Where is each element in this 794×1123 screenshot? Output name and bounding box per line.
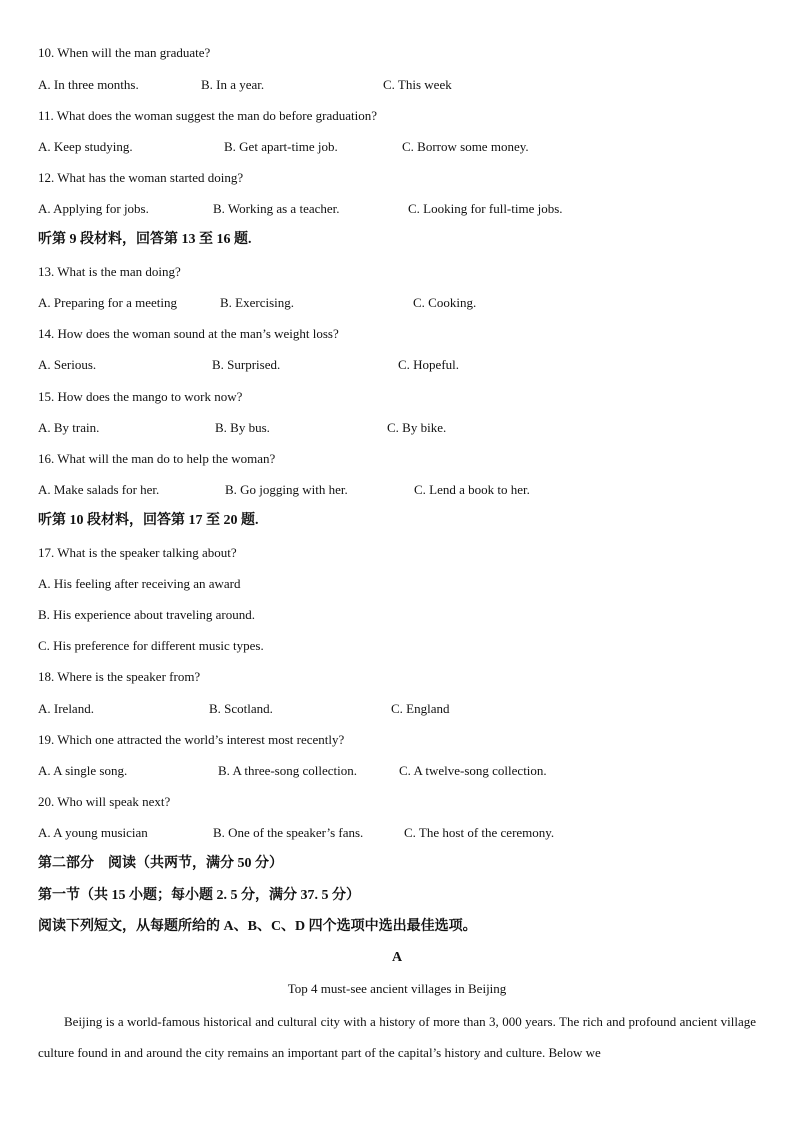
q11-option-a: A. Keep studying. bbox=[38, 139, 133, 154]
q11-stem: 11. What does the woman suggest the man do before graduation? bbox=[38, 108, 377, 123]
q20-option-b: B. One of the speaker’s fans. bbox=[213, 825, 364, 840]
q20-option-a: A. A young musician bbox=[38, 825, 148, 840]
q19-option-c: C. A twelve-song collection. bbox=[399, 763, 547, 778]
q17-option-b: B. His experience about traveling around. bbox=[38, 607, 255, 622]
q11-option-b: B. Get apart-time job. bbox=[224, 139, 338, 154]
q18-option-b: B. Scotland. bbox=[209, 701, 273, 716]
q15-option-a: A. By train. bbox=[38, 420, 100, 435]
q17-option-a: A. His feeling after receiving an award bbox=[38, 576, 241, 591]
q19-stem: 19. Which one attracted the world’s interest most recently? bbox=[38, 732, 345, 747]
passage-title: Top 4 must-see ancient villages in Beijing bbox=[287, 981, 507, 996]
q15-option-b: B. By bus. bbox=[215, 420, 270, 435]
q18-option-a: A. Ireland. bbox=[38, 701, 94, 716]
q14-option-c: C. Hopeful. bbox=[398, 357, 460, 372]
q13-option-c: C. Cooking. bbox=[413, 295, 477, 310]
q12-option-b: B. Working as a teacher. bbox=[213, 201, 340, 216]
q13-option-a: A. Preparing for a meeting bbox=[38, 295, 177, 310]
reading-instruction: 阅读下列短文，从每题所给的 A、B、C、D 四个选项中选出最佳选项。 bbox=[38, 919, 477, 934]
q12-option-c: C. Looking for full-time jobs. bbox=[408, 201, 563, 216]
q11-option-c: C. Borrow some money. bbox=[402, 139, 529, 154]
q10-option-b: B. In a year. bbox=[201, 77, 265, 92]
q16-option-b: B. Go jogging with her. bbox=[225, 482, 348, 497]
q15-option-c: C. By bike. bbox=[387, 420, 447, 435]
q13-stem: 13. What is the man doing? bbox=[38, 264, 181, 279]
q20-stem: 20. Who will speak next? bbox=[38, 794, 171, 809]
q17-stem: 17. What is the speaker talking about? bbox=[38, 545, 237, 560]
q10-option-a: A. In three months. bbox=[38, 77, 139, 92]
q18-option-c: C. England bbox=[391, 701, 450, 716]
passage-body: Beijing is a world-famous historical and cultural city with a history of more than 3, 000 years. The rich and profound ancient village culture found in and around the city remains an important part of the capital’s history and culture. Below we bbox=[38, 1014, 756, 1060]
q13-option-b: B. Exercising. bbox=[220, 295, 295, 310]
q16-stem: 16. What will the man do to help the woman? bbox=[38, 451, 276, 466]
q17-option-c: C. His preference for different music types. bbox=[38, 638, 264, 653]
q16-option-c: C. Lend a book to her. bbox=[414, 482, 530, 497]
q14-option-a: A. Serious. bbox=[38, 357, 97, 372]
part-2-heading: 第二部分 阅读（共两节，满分 50 分） bbox=[38, 856, 283, 871]
passage-letter: A bbox=[391, 950, 403, 965]
section-9-heading: 听第 9 段材料，回答第 13 至 16 题. bbox=[38, 232, 252, 247]
q12-option-a: A. Applying for jobs. bbox=[38, 201, 149, 216]
section-10-heading: 听第 10 段材料，回答第 17 至 20 题. bbox=[38, 513, 259, 528]
q19-option-a: A. A single song. bbox=[38, 763, 128, 778]
q10-stem: 10. When will the man graduate? bbox=[38, 45, 211, 60]
q14-stem: 14. How does the woman sound at the man’s weight loss? bbox=[38, 326, 339, 341]
q19-option-b: B. A three-song collection. bbox=[218, 763, 358, 778]
q16-option-a: A. Make salads for her. bbox=[38, 482, 160, 497]
q12-stem: 12. What has the woman started doing? bbox=[38, 170, 244, 185]
q18-stem: 18. Where is the speaker from? bbox=[38, 669, 201, 684]
q10-option-c: C. This week bbox=[383, 77, 452, 92]
q14-option-b: B. Surprised. bbox=[212, 357, 281, 372]
section-1-heading: 第一节（共 15 小题；每小题 2. 5 分，满分 37. 5 分） bbox=[38, 888, 360, 903]
q20-option-c: C. The host of the ceremony. bbox=[404, 825, 555, 840]
q15-stem: 15. How does the mango to work now? bbox=[38, 389, 243, 404]
